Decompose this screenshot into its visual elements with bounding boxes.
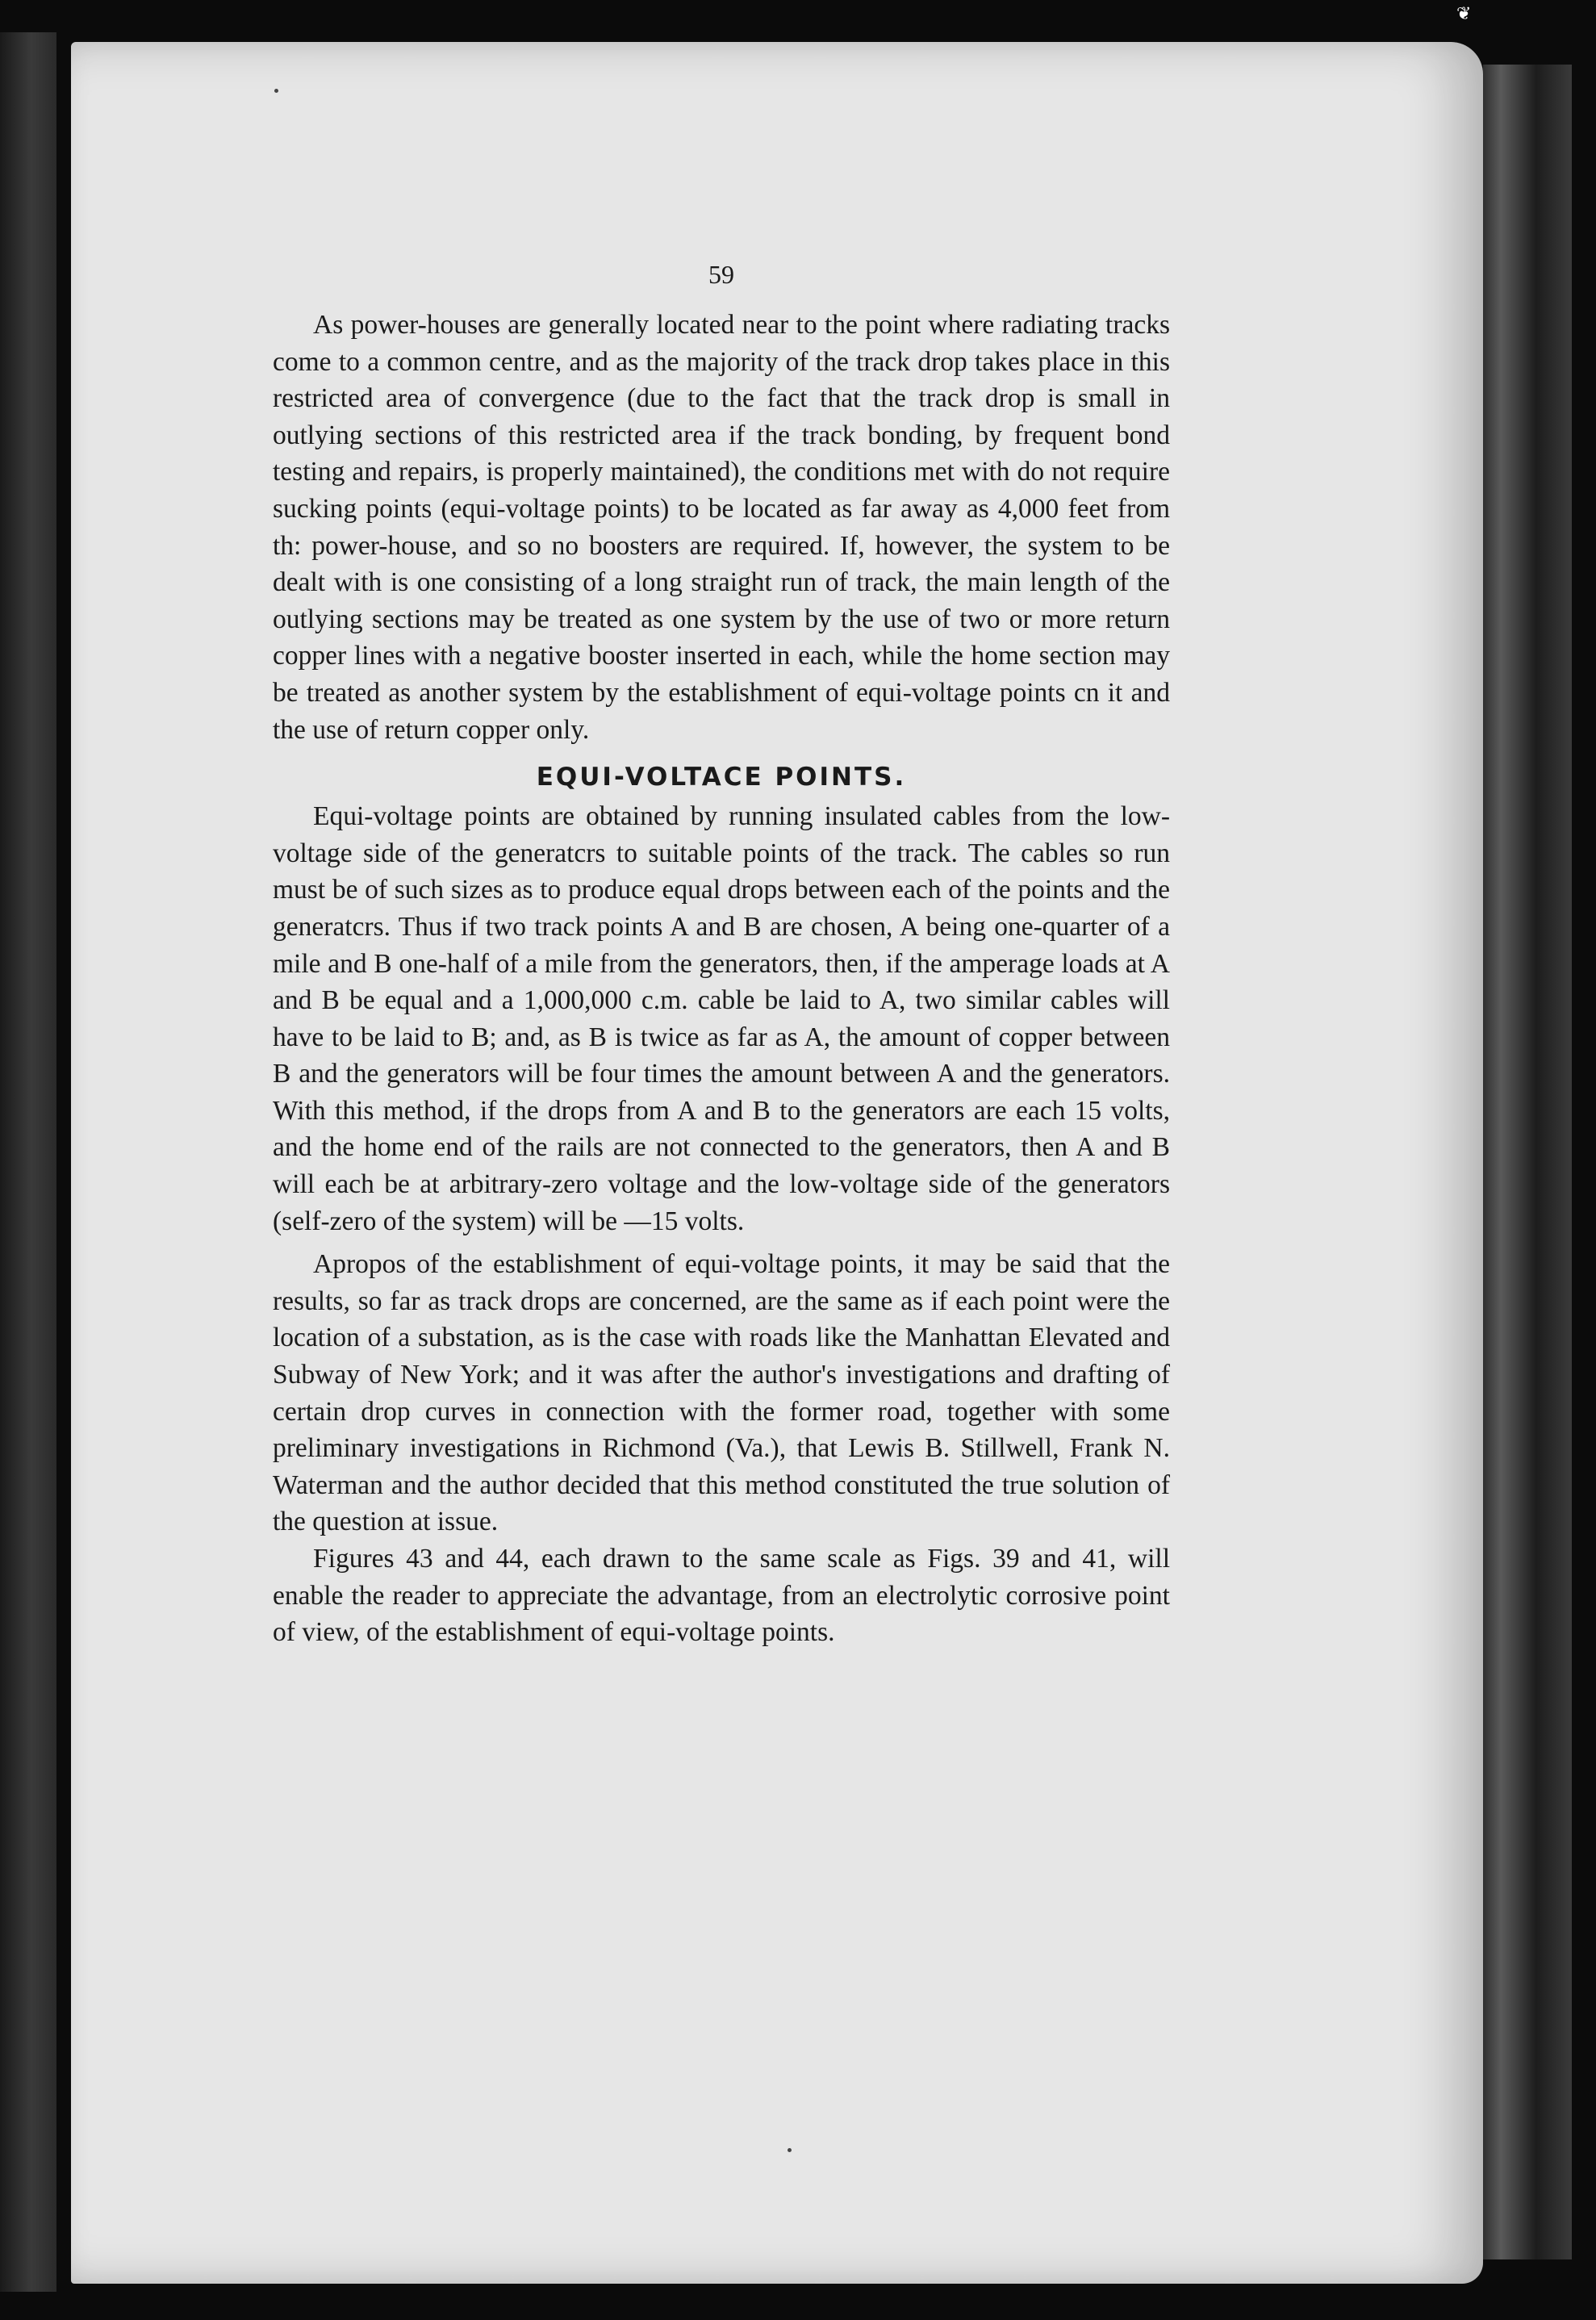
paragraph: Equi-voltage points are obtained by running insulated cables from the low-voltage side of the generatcrs to suitable points of the track. The cables so run must be of such sizes as to produce equal drops between each of the points and the generatcrs. Thus if two track points A and B are chosen, A being one-quarter of a mile and B one-half of a mile from the generators, then, if the amperage loads at A and B be equal and a 1,000,000 c.m. cable be laid to A, two similar cables will have to be laid to B; and, as B is twice as far as A, the amount of copper between B and the generators will be four times the amount between A and the generators. With this method, if the drops from A and B to the generators are each 15 volts, and the home end of the rails are not connected to the generators, then A and B will each be at arbitrary-zero voltage and the low-voltage side of the generators (self-zero of the system) will be —15 volts. [273,801,1170,1236]
page-content [273,258,1170,1651]
paragraph: Apropos of the establishment of equi-voltage points, it may be said that the results, so far as track drops are concerned, are the same as if each point were the location of a substation, as is the case with roads like the Manhattan Elevated and Subway of New York; and it was after the author's investigations and drafting of certain drop curves in connection with the former road, together with some preliminary investigations in Richmond (Va.), that Lewis B. Stillwell, Frank N. Waterman and the author decided that this method constituted the true solution of the question at issue. [273,1249,1170,1537]
corner-mark: ❦ [1456,4,1472,24]
facing-page-edge [0,32,56,2292]
section-heading: EQUI-VOLTACE POINTS. [536,763,907,792]
speck [274,89,278,93]
page-stack-edge [1483,65,1572,2259]
paragraph: Figures 43 and 44, each drawn to the same scale as Figs. 39 and 41, will enable the reader to appreciate the advantage, from an electrolytic corrosive point of view, of the establishment of equi-voltage points. [273,1544,1170,1648]
page-number: 59 [708,260,734,289]
speck [788,2148,792,2152]
paragraph: As power-houses are generally located near to the point where radiating tracks come to a common centre, and as the majority of the track drop takes place in this restricted area of convergence (due to the fact that the track drop is small in outlying sections of this restricted area if the track bonding, by frequent bond testing and repairs, is properly maintained), the conditions met with do not require sucking points (equi-voltage points) to be located as far away as 4,000 feet from th: power-house, and so no boosters are required. If, however, the system to be dealt with is one consisting of a long straight run of track, the main length of the outlying sections may be treated as one system by the use of two or more return copper lines with a negative booster inserted in each, while the home section may be treated as another system by the establishment of equi-voltage points cn it and the use of return copper only. [273,310,1170,745]
